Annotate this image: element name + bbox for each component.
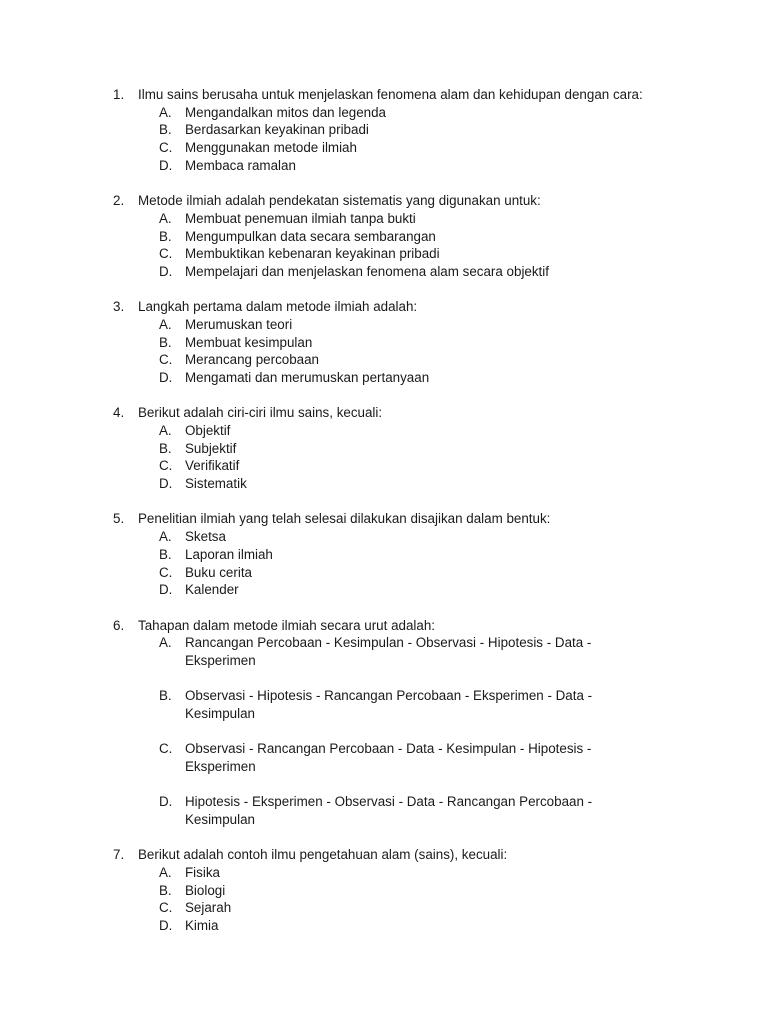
option-b [159,440,693,458]
option-text: Kalender [185,582,239,598]
question-list [113,86,693,952]
question-text: Tahapan dalam metode ilmiah secara urut adalah: [138,617,436,633]
option-text: Menggunakan metode ilmiah [185,140,357,156]
question-6 [113,617,693,829]
option-letter: B. [159,688,172,704]
option-a [159,634,693,669]
option-text: Observasi - Hipotesis - Rancangan Percobaan - Eksperimen - Data - Kesimpulan [185,688,593,721]
option-b [159,228,693,246]
option-b [159,882,693,900]
option-letter: B. [159,440,172,456]
option-letter: B. [159,122,172,138]
option-text: Sejarah [185,900,232,916]
option-letter: A. [159,316,172,332]
option-text: Merancang percobaan [185,352,319,368]
question-7 [113,846,693,935]
option-text: Mengumpulkan data secara sembarangan [185,228,436,244]
question-text: Berikut adalah ciri-ciri ilmu sains, kecuali: [138,405,383,421]
option-a [159,864,693,882]
question-text: Ilmu sains berusaha untuk menjelaskan fenomena alam dan kehidupan dengan cara: [138,87,643,102]
option-letter: D. [159,157,173,173]
question-1 [113,86,693,175]
option-c [159,564,693,582]
option-text: Membuktikan kebenaran keyakinan pribadi [185,246,440,262]
option-d [159,157,693,175]
option-letter: C. [159,140,173,156]
option-a [159,316,693,334]
option-c [159,245,693,263]
option-list [113,104,693,175]
option-list [113,422,693,493]
question-text: Langkah pertama dalam metode ilmiah adalah: [138,299,418,315]
question-stem [113,192,693,210]
option-letter: A. [159,210,172,226]
option-b [159,546,693,564]
option-letter: B. [159,334,172,350]
question-stem [113,846,693,864]
option-letter: D. [159,918,173,934]
option-text: Mengandalkan mitos dan legenda [185,104,387,120]
option-c [159,351,693,369]
option-letter: D. [159,476,173,492]
option-letter: D. [159,263,173,279]
question-5 [113,510,693,599]
option-a [159,528,693,546]
option-c [159,139,693,157]
option-letter: C. [159,458,173,474]
option-text: Observasi - Rancangan Percobaan - Data - Kesimpulan - Hipotesis - Eksperimen [185,741,592,774]
option-letter: C. [159,900,173,916]
option-list [113,864,693,935]
option-text: Sketsa [185,529,226,545]
option-letter: A. [159,423,172,439]
option-list [113,528,693,599]
question-3 [113,298,693,387]
option-text: Rancangan Percobaan - Kesimpulan - Observasi - Hipotesis - Data - Eksperimen [185,635,592,668]
option-d [159,263,693,281]
question-stem [113,617,693,635]
option-text: Fisika [185,864,220,880]
option-b [159,687,693,722]
option-text: Sistematik [185,476,247,492]
option-text: Mempelajari dan menjelaskan fenomena alam secara objektif [185,263,549,279]
option-letter: C. [159,741,173,757]
option-letter: C. [159,246,173,262]
option-a [159,104,693,122]
option-letter: C. [159,564,173,580]
question-stem [113,510,693,528]
option-text: Mengamati dan merumuskan pertanyaan [185,370,430,386]
option-text: Berdasarkan keyakinan pribadi [185,122,369,138]
question-number: 3. [113,299,125,315]
option-letter: A. [159,529,172,545]
option-text: Membuat penemuan ilmiah tanpa bukti [185,210,416,226]
option-c [159,899,693,917]
question-number: 6. [113,617,125,633]
option-letter: A. [159,635,172,651]
option-b [159,334,693,352]
option-letter: D. [159,794,173,810]
question-number: 1. [113,87,125,102]
option-letter: B. [159,882,172,898]
option-text: Laporan ilmiah [185,546,273,562]
option-letter: A. [159,104,172,120]
question-2 [113,192,693,281]
option-d [159,917,693,935]
question-text: Metode ilmiah adalah pendekatan sistematis yang digunakan untuk: [138,193,541,209]
option-c [159,740,693,775]
option-a [159,422,693,440]
question-stem [113,404,693,422]
option-b [159,121,693,139]
question-text: Penelitian ilmiah yang telah selesai dilakukan disajikan dalam bentuk: [138,511,551,527]
option-text: Membaca ramalan [185,157,296,173]
question-text: Berikut adalah contoh ilmu pengetahuan alam (sains), kecuali: [138,847,508,863]
question-stem [113,298,693,316]
option-text: Merumuskan teori [185,316,293,332]
question-number: 7. [113,847,125,863]
option-text: Membuat kesimpulan [185,334,313,350]
option-text: Kimia [185,918,219,934]
option-letter: B. [159,228,172,244]
option-text: Biologi [185,882,226,898]
option-d [159,369,693,387]
option-letter: D. [159,582,173,598]
option-d [159,581,693,599]
option-letter: D. [159,370,173,386]
option-letter: C. [159,352,173,368]
option-c [159,457,693,475]
option-list [113,316,693,387]
option-letter: B. [159,546,172,562]
question-stem [113,86,693,104]
option-list [113,210,693,281]
question-number: 4. [113,405,125,421]
question-number: 2. [113,193,125,209]
option-list [113,634,693,828]
option-d [159,475,693,493]
option-d [159,793,693,828]
question-number: 5. [113,511,125,527]
option-text: Subjektif [185,440,237,456]
option-text: Verifikatif [185,458,240,474]
option-letter: A. [159,864,172,880]
option-text: Hipotesis - Eksperimen - Observasi - Data - Rancangan Percobaan - Kesimpulan [185,794,593,827]
option-a [159,210,693,228]
question-4 [113,404,693,493]
option-text: Objektif [185,423,231,439]
option-text: Buku cerita [185,564,252,580]
